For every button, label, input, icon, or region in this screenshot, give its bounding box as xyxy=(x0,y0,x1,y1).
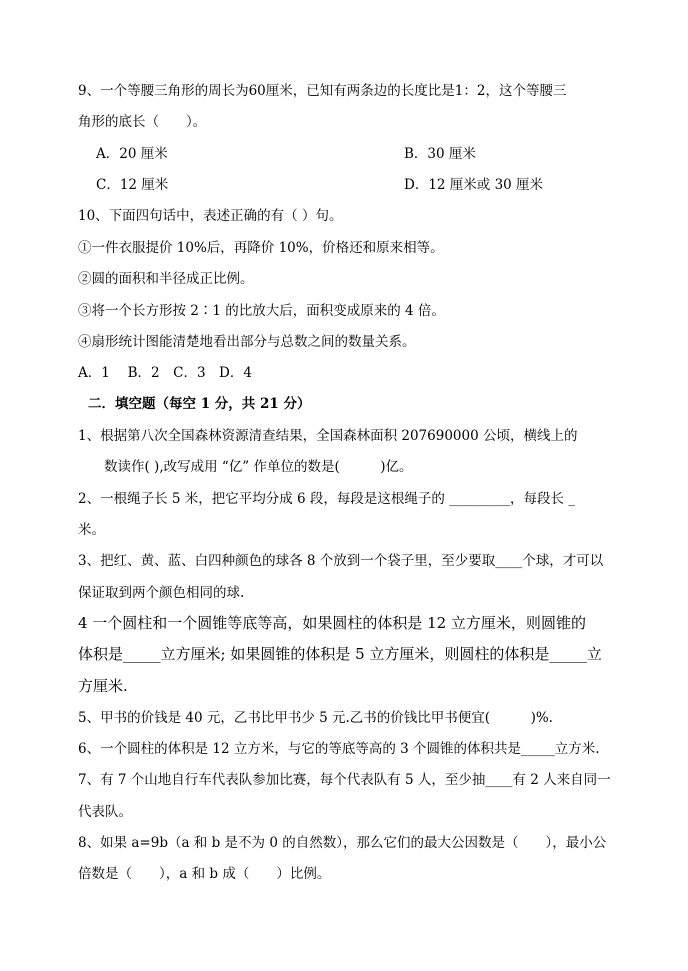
fill-1-line1: 1、根据第八次全国森林资源清查结果，全国森林面积 207690000 公顷，横线上的 xyxy=(78,428,578,444)
q9-option-a: A．20 厘米 xyxy=(96,146,168,162)
fill-2-line1: 2、一根绳子长 5 米，把它平均分成 6 段，每段是这根绳子的 _________，每段长 _ xyxy=(78,491,576,507)
fill-8-line1: 8、如果 a=9b（a 和 b 是不为 0 的自然数），那么它们的最大公因数是（ ），最小公 xyxy=(78,835,607,851)
fill-8-line2: 倍数是（ ），a 和 b 成（ ）比例。 xyxy=(78,866,331,882)
q9-option-d: D．12 厘米或 30 厘米 xyxy=(404,177,544,193)
section-title: 二．填空题（每空 1 分，共 21 分） xyxy=(88,396,311,412)
q10-statement-1: ①一件衣服提价 10%后，再降价 10%，价格还和原来相等。 xyxy=(78,240,444,256)
fill-3-line2: 保证取到两个颜色相同的球. xyxy=(78,585,245,601)
q10-stem: 10、下面四句话中，表述正确的有（ ）句。 xyxy=(78,208,343,224)
q9-option-b: B．30 厘米 xyxy=(404,146,476,162)
fill-6: 6、一个圆柱的体积是 12 立方米，与它的等底等高的 3 个圆锥的体积共是_____立方米. xyxy=(78,741,600,757)
fill-2-line2: 米。 xyxy=(78,522,105,538)
fill-5: 5、甲书的价钱是 40 元，乙书比甲书少 5 元.乙书的价钱比甲书便宜( )%. xyxy=(78,710,553,726)
fill-4-line3: 方厘米. xyxy=(78,677,128,695)
fill-4-line1: 4 一个圆柱和一个圆锥等底等高，如果圆柱的体积是 12 立方厘米，则圆锥的 xyxy=(78,614,586,632)
q10-statement-3: ③将一个长方形按 2∶1 的比放大后，面积变成原来的 4 倍。 xyxy=(78,303,445,319)
fill-7-line1: 7、有 7 个山地自行车代表队参加比赛，每个代表队有 5 人，至少抽____有 2 人来自同一 xyxy=(78,772,611,788)
q9-line2: 角形的底长（ ）。 xyxy=(78,114,207,130)
fill-3-line1: 3、把红、黄、蓝、白四种颜色的球各 8 个放到一个袋子里，至少要取____个球，才可以 xyxy=(78,553,604,569)
fill-4-line2: 体积是_____立方厘米; 如果圆锥的体积是 5 立方厘米，则圆柱的体积是_____立 xyxy=(78,645,602,663)
q10-statement-4: ④扇形统计图能清楚地看出部分与总数之间的数量关系。 xyxy=(78,334,416,350)
fill-1-line2: 数读作( ),改写成用 “亿” 作单位的数是( )亿。 xyxy=(104,459,413,475)
fill-7-line2: 代表队。 xyxy=(78,804,132,820)
q9-line1: 9、一个等腰三角形的周长为60厘米，已知有两条边的长度比是1：2，这个等腰三 xyxy=(78,83,567,99)
q10-statement-2: ②圆的面积和半径成正比例。 xyxy=(78,271,254,287)
q9-option-c: C．12 厘米 xyxy=(96,177,169,193)
q10-options: A．1 B．2 C．3 D．4 xyxy=(78,365,252,381)
